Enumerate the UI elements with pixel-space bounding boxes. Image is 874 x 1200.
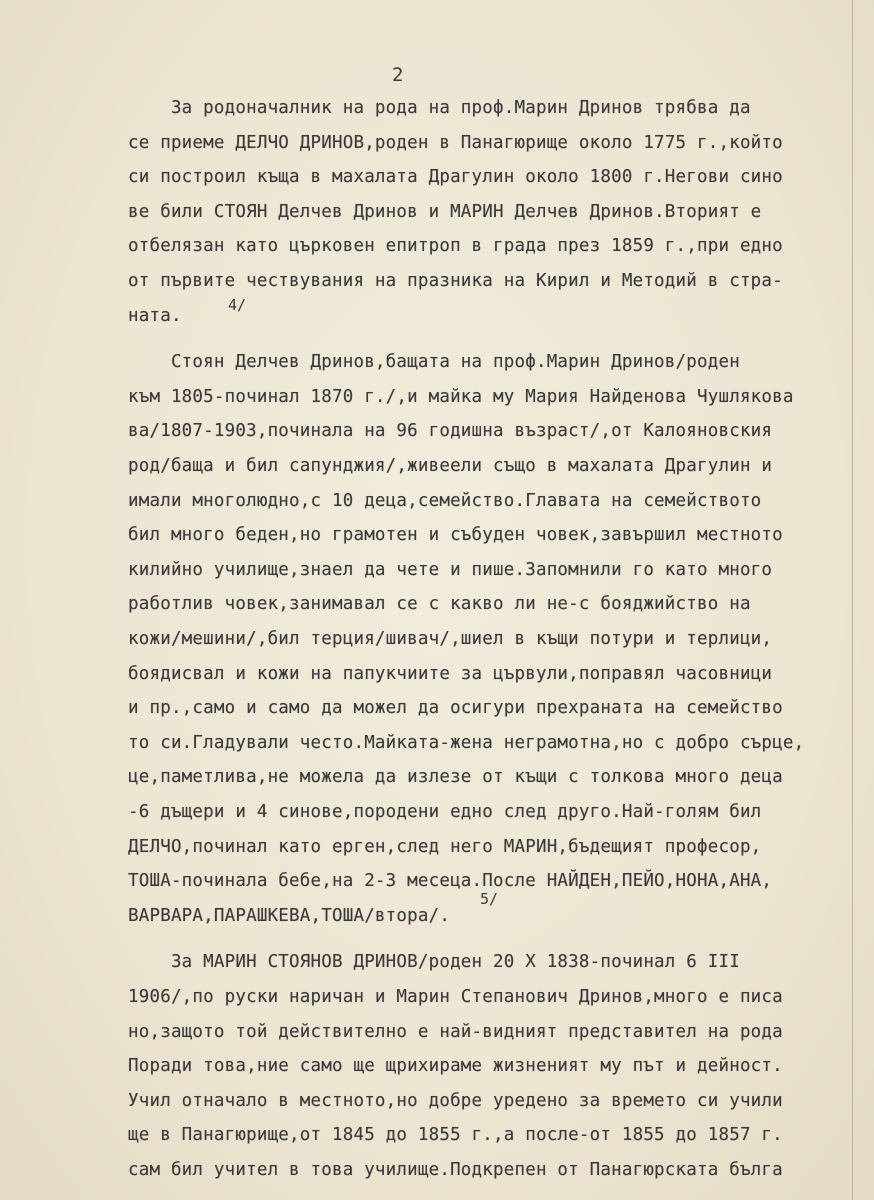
footnote-reference: 5/ <box>480 889 499 908</box>
text-line: ва/1807-1903,починала на 96 годишна възраст/,от Калояновския <box>128 421 773 442</box>
text-line: боядисвал и кожи на папукчиите за цървули,поправял часовници <box>128 663 773 684</box>
page-number: 2 <box>392 64 404 86</box>
text-line: це,паметлива,не можела да излезе от къщи с толкова много деца <box>128 767 783 788</box>
text-line: -6 дъщери и 4 синове,породени едно след друго.Най-голям бил <box>128 802 762 822</box>
text-line: род/баща и бил сапунджия/,живеели също в махалата Драгулин и <box>128 456 773 476</box>
text-line: бил много беден,но грамотен и събуден човек,завършил местното <box>128 525 783 546</box>
text-line: Стоян Делчев Дринов,бащата на проф.Марин Дринов/роден <box>128 352 740 373</box>
text-line: отбелязан като църковен епитроп в града през 1859 г.,при едно <box>128 236 783 257</box>
text-line: килийно училище,знаел да чете и пише.Запомнили го като много <box>128 559 773 580</box>
footnote-reference: 4/ <box>228 295 247 314</box>
text-line: кожи/мешини/,бил терция/шивач/,шиел в къщи потури и терлици, <box>128 629 773 649</box>
text-line: имали многолюдно,с 10 деца,семейство.Главата на семейството <box>128 490 762 511</box>
text-line: сам бил учител в това училище.Подкрепен от Панагюрската бълга <box>128 1160 783 1180</box>
text-line: ВАРВАРА,ПАРАШКЕВА,ТОША/втора/. <box>128 905 451 926</box>
text-line: ДЕЛЧО,починал като ерген,след него МАРИН,бъдещият професор, <box>128 836 762 857</box>
text-line: ната. <box>128 305 182 326</box>
text-line: от първите чествувания на празника на Кирил и Методий в стра- <box>128 271 783 291</box>
text-line: Поради това,ние само ще щрихираме жизненият му път и дейност. <box>128 1056 783 1077</box>
text-line: ще в Панагюрище,от 1845 до 1855 г.,а после-от 1855 до 1857 г. <box>128 1125 783 1146</box>
page-edge-line <box>852 0 853 1200</box>
text-line: 1906/,по руски наричан и Марин Степанович Дринов,много е писа <box>128 987 783 1007</box>
text-line: но,защото той действително е най-видният представител на рода <box>128 1021 783 1042</box>
text-line: За родоначалник на рода на проф.Марин Дринов трябва да <box>128 98 751 118</box>
text-line: Учил отначало в местното,но добре уредено за времето си учили <box>128 1090 783 1111</box>
text-line: към 1805-починал 1870 г./,и майка му Мария Найденова Чушлякова <box>128 386 794 407</box>
text-line: ТОША-починала бебе,на 2-3 месеца.После НАЙДЕН,ПЕЙО,НОНА,АНА, <box>128 871 773 892</box>
text-line: и пр.,само и само да можел да осигури прехраната на семейство <box>128 698 783 719</box>
text-line: работлив човек,занимавал се с какво ли не-с бояджийство на <box>128 594 751 615</box>
text-line: За МАРИН СТОЯНОВ ДРИНОВ/роден 20 X 1838-починал 6 III <box>128 952 740 973</box>
text-line: си построил къща в махалата Драгулин около 1800 г.Негови сино <box>128 167 783 188</box>
text-line: се приеме ДЕЛЧО ДРИНОВ,роден в Панагюрище около 1775 г.,който <box>128 132 783 153</box>
text-line: ве били СТОЯН Делчев Дринов и МАРИН Делчев Дринов.Вторият е <box>128 201 762 222</box>
text-line: то си.Гладували често.Майката-жена неграмотна,но с добро сърце, <box>128 732 805 753</box>
